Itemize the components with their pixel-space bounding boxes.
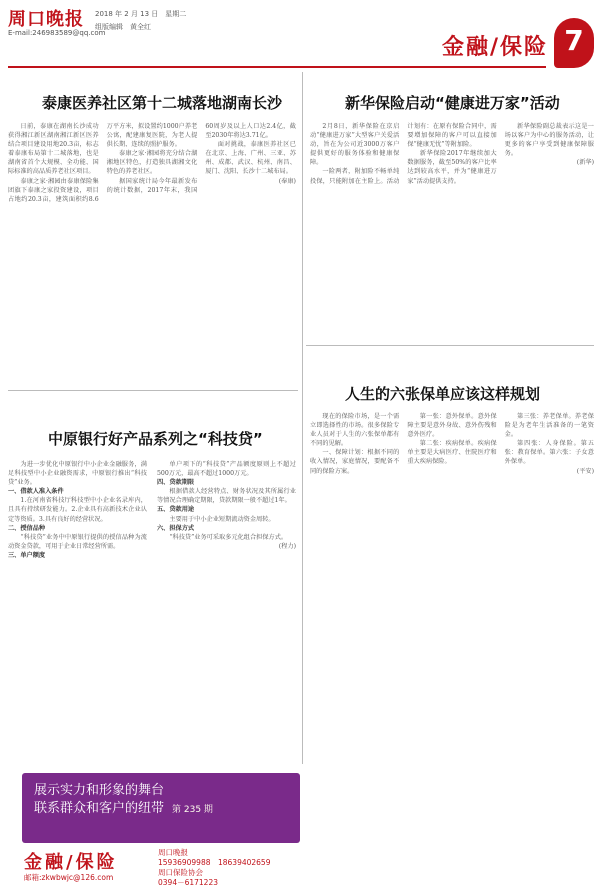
xinhua-para: 新华保险2017年继续加大数据服务，截至50%的客户比率达到较高水平，并为“健康进万家”活动提供支持。 — [407, 150, 497, 185]
zhongyuan-sub: 三、单户额度 — [8, 551, 46, 559]
zhongyuan-para: 1.在河南省科技厅科技型中小企业名录库内，且具有持续研发能力。2.企业具有高新技术企业认定等资质。3.具有良好的经营状况。 — [8, 497, 147, 523]
six-stages-headline: 人生的六张保单应该这样规划 — [345, 385, 541, 403]
six-stages-body — [310, 412, 594, 884]
xinhua-para: 2月8日，新华保险在京启动“健康进万家”大型客户关爱活动，旨在为公司近3000万客户提供更好的服务体验和健康保障。 — [310, 123, 400, 167]
section-title: 金融/保险 — [441, 35, 548, 60]
six-stages-para: 第一张：意外保单。意外保障主要是意外身故、意外伤残和意外医疗。 — [407, 413, 497, 439]
masthead-email: E-mail:246983589@qq.com — [8, 29, 106, 37]
zhongyuan-author: (程力) — [278, 542, 296, 550]
taikang-headline: 泰康医养社区第十二城落地湖南长沙 — [42, 94, 283, 112]
xinhua-headline: 新华保险启动“健康进万家”活动 — [345, 94, 560, 112]
ad-banner — [22, 773, 300, 843]
taikang-para: 日前，泰康在湖南长沙成功获得湘江新区湖南湘江新区医养结合项目建设用地20.3亩，标志着泰康布局第十二城落地，也是湖南省首个大规模、全功能、国际标准的高品质养老社区项目。 — [8, 123, 99, 176]
right-divider — [306, 345, 594, 346]
six-stages-para: 第二张：疾病保单。疾病保单主要是大病医疗、住院医疗和重大疾病保险。 — [407, 440, 497, 466]
ad-line2: 联系群众和客户的纽带 — [34, 801, 165, 816]
masthead-date: 2018 年 2 月 13 日 星期二 — [95, 10, 187, 18]
ad-phone1: 15936909988 18639402659 — [158, 858, 271, 867]
ad-email: 邮箱:zkwbwjc@126.com — [24, 873, 114, 882]
xinhua-body — [310, 122, 594, 337]
zhongyuan-sub: 五、贷款用途 — [157, 506, 195, 514]
taikang-para: 泰康之家·湘园将充分结合湖湘地区特色，打造独具湖湘文化特色的养老社区。 — [106, 150, 198, 176]
zhongyuan-para: 根据借款人经营特点、财务状况及其所属行业等情况合理确定期限，贷款期限一般不超过1年。 — [157, 488, 296, 505]
six-stages-para: 现在的保险市场，是一个需立即选择性的市场。很多保险专业人员对于人生的六张保单都有不同的见解。 — [310, 413, 400, 448]
masthead-editors: 组版编辑 黄全红 — [95, 23, 151, 31]
xinhua-author: (新华) — [576, 159, 594, 167]
ad-phone2: 0394－6171223 — [158, 878, 218, 887]
six-stages-para: 第四张：人身保险。第五张：教育保单。第六张：子女意外保单。 — [504, 440, 594, 466]
six-stages-author: (平安) — [576, 467, 594, 475]
header-rule — [8, 66, 546, 68]
ad-contact-title: 周口晚报 — [158, 848, 188, 857]
zhongyuan-para: “科技贷”业务中中原银行提供的授信品种为流动资金贷款，可用于企业日常经营所需。 — [8, 533, 147, 550]
ad-contact — [158, 848, 270, 888]
xinhua-para: 新华保险副总裁表示这是一场以客户为中心的服务活动，让更多的客户享受到健康保障服务。 — [504, 123, 594, 158]
six-stages-para: 一、保障计划：根据不同的收入情况，家庭情况，要配备不同的保险方案。 — [310, 449, 400, 475]
zhongyuan-body — [8, 460, 296, 760]
taikang-author: (奉康) — [278, 177, 296, 185]
zhongyuan-sub: 一、借款人准入条件 — [8, 488, 64, 496]
taikang-para: 据国家统计局今年最新发布的统计数据，2017年末，我国60周岁及以上人口达2.4亿，截至2030年将达3.71亿。 — [106, 123, 296, 194]
xinhua-para: 一险两者，附加险不畅单纯投保，只能附加在主险上。活动计划有：在原有保险合同中，需要增加保障的客户可以直接加保“健康无忧”等附加险。 — [310, 123, 497, 185]
zhongyuan-headline: 中原银行好产品系列之“科技贷” — [48, 430, 263, 448]
column-divider — [302, 72, 303, 764]
masthead-logo: 周口晚报 — [8, 9, 84, 30]
zhongyuan-sub: 六、担保方式 — [157, 524, 195, 532]
zhongyuan-sub: 二、授信品种 — [8, 524, 46, 532]
ad-issue: 第 235 期 — [172, 805, 213, 815]
ad-contact-title2: 周口保险协会 — [158, 868, 203, 877]
ad-line1: 展示实力和形象的舞台 — [34, 783, 165, 798]
page-number-badge: 7 — [554, 18, 594, 68]
six-stages-para: 第三张：养老保单。养老保险是为老年生活准备的一笔资金。 — [504, 413, 594, 439]
taikang-para: 面对挑战，泰康医养社区已在北京、上海、广州、三亚、苏州、成都、武汉、杭州、南昌、厦门、沈阳、长沙十二城布局。 — [205, 141, 296, 176]
left-divider — [8, 390, 298, 391]
zhongyuan-para: “科技贷”业务可采取多元化组合担保方式。 — [169, 533, 288, 541]
zhongyuan-intro: 为进一步优化中原银行中小企业金融服务，满足科技型中小企业融资需求，中原银行推出“科技贷”业务。 — [8, 461, 147, 487]
taikang-para: 泰康之家·湘园由泰康保险集团旗下泰康之家投资建设，项目占地约20.3亩，建筑面积约8.6万平方米，拟设置约1000户养老公寓，配建康复医院，为老人提供长期、连续的照护服务。 — [8, 123, 198, 203]
zhongyuan-para: 单户项下的“科技贷”产品额度原则上不超过500万元，最高不超过1000万元。 — [157, 461, 296, 478]
taikang-body — [8, 122, 296, 380]
zhongyuan-para: 主要用于中小企业短期流动资金周转。 — [169, 515, 275, 523]
zhongyuan-sub: 四、贷款期限 — [157, 479, 195, 487]
ad-brand: 金融/保险 — [24, 852, 118, 873]
